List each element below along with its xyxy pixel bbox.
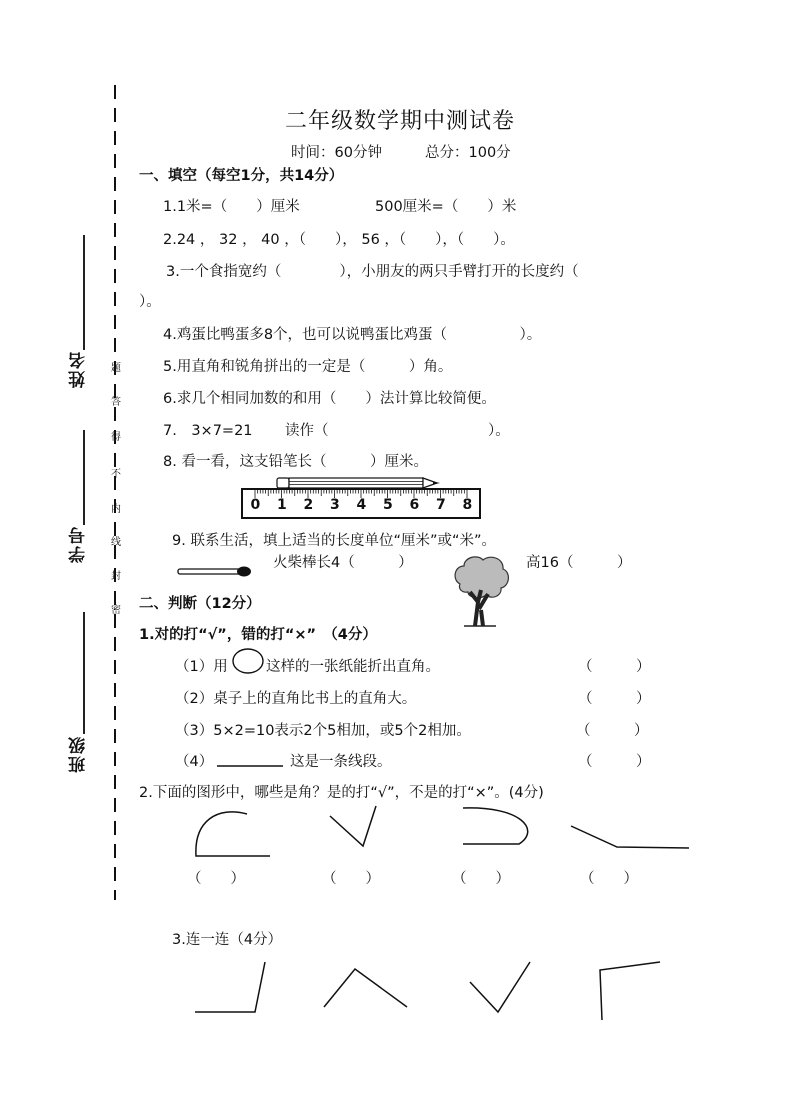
match-stick-icon [178,566,258,578]
student-id-field-line [83,430,85,525]
bent-line-figure [569,824,694,854]
ruler-number: 7 [436,497,446,513]
ruler-number: 0 [250,497,261,513]
angle-v-figure [328,802,388,852]
question-1a: 1.1米=（ ）厘米 [163,199,300,215]
judge-item-3-text: （3）5×2=10表示2个5相加，或5个2相加。 [175,723,471,739]
seal-char: 不 [111,469,121,480]
judge-item-1-text: （1）用 [175,659,228,675]
judge-item-4-text: （4） [175,754,214,770]
angle-figure-c [468,960,533,1015]
question-9a: 火柴棒长4（ ） [273,555,413,571]
judge-item-4-tail: 这是一条线段。 [290,754,392,770]
angle-figure-b [322,965,412,1010]
judge-item-2-text: （2）桌子上的直角比书上的直角大。 [175,691,417,707]
total-score-info: 总分：100分 [425,145,511,161]
matching-instruction: 3.连一连（4分） [172,932,283,948]
angle-figure-d [598,960,663,1022]
ruler-number: 4 [356,497,367,513]
angle-answer-1[interactable]: （ ） [187,871,245,887]
judge-item-2-answer[interactable]: （ ） [578,691,651,707]
question-9: 9. 联系生活，填上适当的长度单位“厘米”或“米”。 [172,533,496,549]
seal-char: 题 [111,363,121,374]
question-7-equation: 7. 3×7=21 [163,423,253,439]
question-1b: 500厘米=（ ）米 [375,199,517,215]
seal-char: 答 [111,397,121,408]
angle-answer-2[interactable]: （ ） [322,871,380,887]
angle-question-instruction: 2.下面的图形中，哪些是角？是的打“√”，不是的打“×”。(4分) [139,785,544,801]
open-curve-figure [461,800,541,850]
ruler-number: 2 [303,497,314,513]
page-title: 二年级数学期中测试卷 [285,109,516,134]
judge-item-3-answer[interactable]: （ ） [576,723,649,739]
judge-instruction: 1.对的打“√”，错的打“×” （4分） [139,627,377,643]
question-5: 5.用直角和锐角拼出的一定是（ ）角。 [163,359,453,375]
ruler-number: 3 [330,497,340,513]
section-2-heading: 二、判断（12分） [139,596,261,612]
question-3: 3.一个食指宽约（ ），小朋友的两只手臂打开的长度约（ [166,264,579,280]
ruler-number: 8 [462,497,473,513]
ruler-number: 5 [383,497,393,513]
judge-item-1-tail: 这样的一张纸能折出直角。 [266,659,440,675]
seal-char: 封 [111,571,121,582]
judge-item-4-answer[interactable]: （ ） [578,754,651,770]
question-8: 8. 看一看，这支铅笔长（ ）厘米。 [163,454,428,470]
seal-char: 密 [111,605,121,616]
pencil-illustration [277,476,447,490]
circle-paper-icon [231,648,265,674]
ruler-number: 6 [409,497,420,513]
name-label: 姓名 [69,350,89,388]
question-6: 6.求几个相同加数的和用（ ）法计算比较简便。 [163,391,496,407]
curve-shape-figure [192,806,272,866]
seal-char: 内 [111,504,121,515]
line-segment-icon [217,764,287,768]
seal-char: 得 [111,432,121,443]
class-label: 班级 [69,735,89,773]
time-info: 时间：60分钟 [291,145,382,161]
seal-char: 线 [111,537,121,548]
ruler-labels [242,497,482,515]
question-7-read: 读作（ ）。 [285,423,510,439]
tree-icon [450,554,510,626]
section-1-heading: 一、填空（每空1分，共14分） [139,168,344,184]
class-field-line [83,612,85,734]
name-field-line [83,235,85,350]
binding-dashed-line [110,0,120,1119]
judge-item-1-answer[interactable]: （ ） [578,659,651,675]
question-3-continued: ）。 [139,294,161,310]
angle-figure-a [195,960,270,1015]
angle-answer-3[interactable]: （ ） [452,871,510,887]
angle-answer-4[interactable]: （ ） [580,871,638,887]
question-4: 4.鸡蛋比鸭蛋多8个，也可以说鸭蛋比鸡蛋（ ）。 [163,327,542,343]
question-9b: 高16（ ） [526,555,632,571]
student-id-label: 学号 [69,525,89,563]
ruler-number: 1 [277,497,287,513]
question-2: 2.24 ， 32 ， 40 ，（ ）， 56 ，（ ），（ ）。 [163,232,515,248]
